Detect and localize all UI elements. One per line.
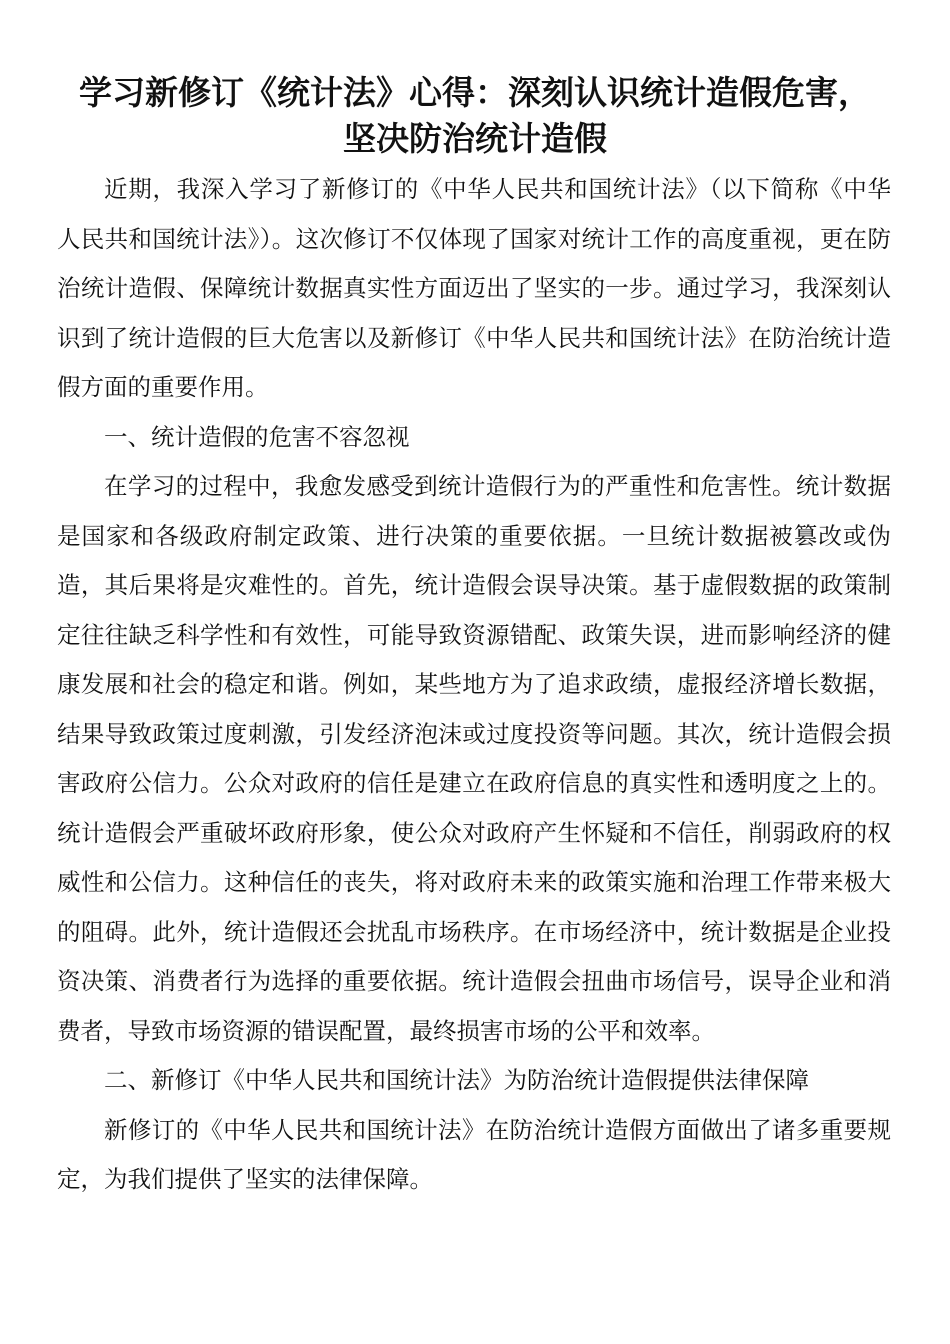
- section-heading-1: 一、统计造假的危害不容忽视: [104, 422, 410, 451]
- document-title-line-1: 学习新修订《统计法》心得：深刻认识统计造假危害，: [79, 73, 871, 112]
- section-2-paragraph: 新修订的《中华人民共和国统计法》在防治统计造假方面做出了诸多重要规定，为我们提供了坚实的法律保障。: [57, 1115, 891, 1193]
- document-title-line-2: 坚决防治统计造假: [343, 119, 607, 158]
- intro-paragraph: 近期，我深入学习了新修订的《中华人民共和国统计法》（以下简称《中华人民共和国统计法》）。这次修订不仅体现了国家对统计工作的高度重视，更在防治统计造假、保障统计数据真实性方面迈出了坚实的一步。通过学习，我深刻认识到了统计造假的巨大危害以及新修订《中华人民共和国统计法》在防治统计造假方面的重要作用。: [57, 175, 891, 401]
- section-1-paragraph: 在学习的过程中，我愈发感受到统计造假行为的严重性和危害性。统计数据是国家和各级政府制定政策、进行决策的重要依据。一旦统计数据被篡改或伪造，其后果将是灾难性的。首先，统计造假会误导决策。基于虚假数据的政策制定往往缺乏科学性和有效性，可能导致资源错配、政策失误，进而影响经济的健康发展和社会的稳定和谐。例如，某些地方为了追求政绩，虚报经济增长数据，结果导致政策过度刺激，引发经济泡沫或过度投资等问题。其次，统计造假会损害政府公信力。公众对政府的信任是建立在政府信息的真实性和透明度之上的。统计造假会严重破坏政府形象，使公众对政府产生怀疑和不信任，削弱政府的权威性和公信力。这种信任的丧失，将对政府未来的政策实施和治理工作带来极大的阻碍。此外，统计造假还会扰乱市场秩序。在市场经济中，统计数据是企业投资决策、消费者行为选择的重要依据。统计造假会扭曲市场信号，误导企业和消费者，导致市场资源的错误配置，最终损害市场的公平和效率。: [57, 472, 891, 1045]
- document-body: [57, 165, 891, 1205]
- section-heading-2: 二、新修订《中华人民共和国统计法》为防治统计造假提供法律保障: [104, 1066, 809, 1094]
